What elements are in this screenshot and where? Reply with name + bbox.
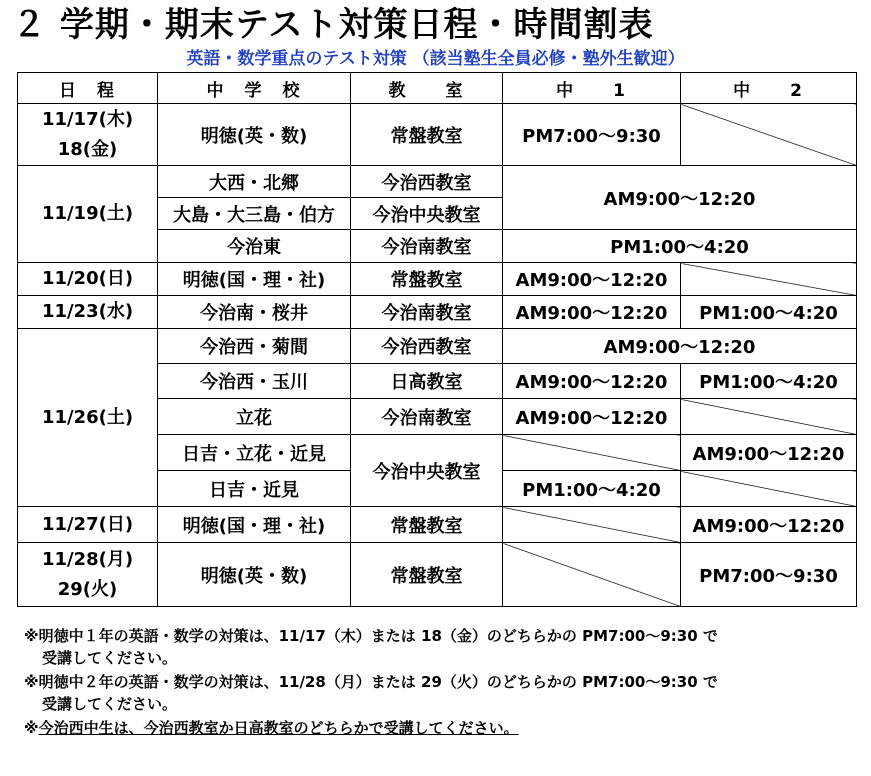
table-row [18, 263, 857, 296]
both-grades-time: AM9:00～12:20 [503, 329, 857, 364]
schedule-table [17, 72, 857, 607]
grade1-time: AM9:00～12:20 [503, 263, 681, 296]
empty-cell [681, 263, 857, 296]
grade1-time: PM7:00～9:30 [503, 104, 681, 166]
school-cell: 今治南・桜井 [158, 296, 351, 329]
date-cell: 11/20(日) [18, 263, 158, 296]
note-text: ※明徳中２年の英語・数学の対策は、11/28（月）または 29（火）のどちらかの PM7:00～9:30 で [24, 673, 718, 691]
room-cell: 今治南教室 [351, 230, 503, 263]
school-cell: 明徳(英・数) [158, 543, 351, 607]
room-cell: 今治中央教室 [351, 198, 503, 230]
date-cell: 11/26(土) [18, 329, 158, 507]
school-cell: 今治西・菊間 [158, 329, 351, 364]
table-row [18, 296, 857, 329]
school-cell: 大西・北郷 [158, 166, 351, 198]
empty-cell [681, 104, 857, 166]
date-cell: 11/27(日) [18, 507, 158, 543]
room-cell: 今治南教室 [351, 399, 503, 435]
note-item [24, 671, 864, 715]
school-cell: 日吉・近見 [158, 471, 351, 507]
room-cell: 常盤教室 [351, 507, 503, 543]
grade1-time: AM9:00～12:20 [503, 399, 681, 435]
room-cell: 今治西教室 [351, 166, 503, 198]
room-cell: 今治中央教室 [351, 435, 503, 507]
empty-cell [503, 543, 681, 607]
school-cell: 大島・大三島・伯方 [158, 198, 351, 230]
table-row [18, 104, 857, 166]
both-grades-time: PM1:00～4:20 [503, 230, 857, 263]
date-line: 18(金) [57, 138, 118, 160]
table-row [18, 166, 857, 198]
school-cell: 日吉・立花・近見 [158, 435, 351, 471]
school-cell: 今治西・玉川 [158, 364, 351, 399]
school-cell: 明徳(英・数) [158, 104, 351, 166]
table-row [18, 507, 857, 543]
grade1-time: PM1:00～4:20 [503, 471, 681, 507]
empty-cell [503, 507, 681, 543]
date-cell: 11/23(水) [18, 296, 158, 329]
school-cell: 明徳(国・理・社) [158, 263, 351, 296]
school-cell: 明徳(国・理・社) [158, 507, 351, 543]
note-text: 受講してください。 [42, 649, 178, 667]
note-text: 今治西中生は、今治西教室か日高教室のどちらかで受講してください。 [38, 719, 519, 737]
empty-cell [681, 399, 857, 435]
grade2-time: PM7:00～9:30 [681, 543, 857, 607]
header-row [18, 73, 857, 104]
note-item [24, 625, 864, 669]
grade2-time: AM9:00～12:20 [681, 435, 857, 471]
grade1-time: AM9:00～12:20 [503, 296, 681, 329]
grade1-time: AM9:00～12:20 [503, 364, 681, 399]
empty-cell [681, 471, 857, 507]
room-cell: 日高教室 [351, 364, 503, 399]
grade2-time: PM1:00～4:20 [681, 364, 857, 399]
table-row [18, 329, 857, 364]
table-row [18, 543, 857, 607]
note-text: ※明徳中１年の英語・数学の対策は、11/17（木）または 18（金）のどちらかの PM7:00～9:30 で [24, 627, 718, 645]
header-grade1: 中 1 [503, 73, 681, 104]
date-cell: 11/19(土) [18, 166, 158, 263]
room-cell: 常盤教室 [351, 263, 503, 296]
grade2-time: PM1:00～4:20 [681, 296, 857, 329]
both-grades-time: AM9:00～12:20 [503, 166, 857, 230]
room-cell: 常盤教室 [351, 104, 503, 166]
header-grade2: 中 2 [681, 73, 857, 104]
date-cell [18, 104, 158, 166]
date-line: 11/17(木) [41, 108, 134, 130]
empty-cell [503, 435, 681, 471]
room-cell: 常盤教室 [351, 543, 503, 607]
date-line: 29(火) [57, 578, 118, 600]
room-cell: 今治南教室 [351, 296, 503, 329]
grade2-time: AM9:00～12:20 [681, 507, 857, 543]
school-cell: 立花 [158, 399, 351, 435]
notes-section [24, 625, 864, 741]
date-line: 11/28(月) [41, 548, 134, 570]
header-room: 教 室 [351, 73, 503, 104]
header-date: 日 程 [18, 73, 158, 104]
note-text: 受講してください。 [42, 695, 178, 713]
note-item [24, 717, 864, 739]
room-cell: 今治西教室 [351, 329, 503, 364]
school-cell: 今治東 [158, 230, 351, 263]
page-subtitle: 英語・数学重点のテスト対策 （該当塾生全員必修・塾外生歓迎） [186, 49, 685, 69]
header-school: 中 学 校 [158, 73, 351, 104]
page-title: ２ 学期・期末テスト対策日程・時間割表 [12, 5, 654, 45]
note-marker: ※ [24, 719, 39, 737]
date-cell [18, 543, 158, 607]
